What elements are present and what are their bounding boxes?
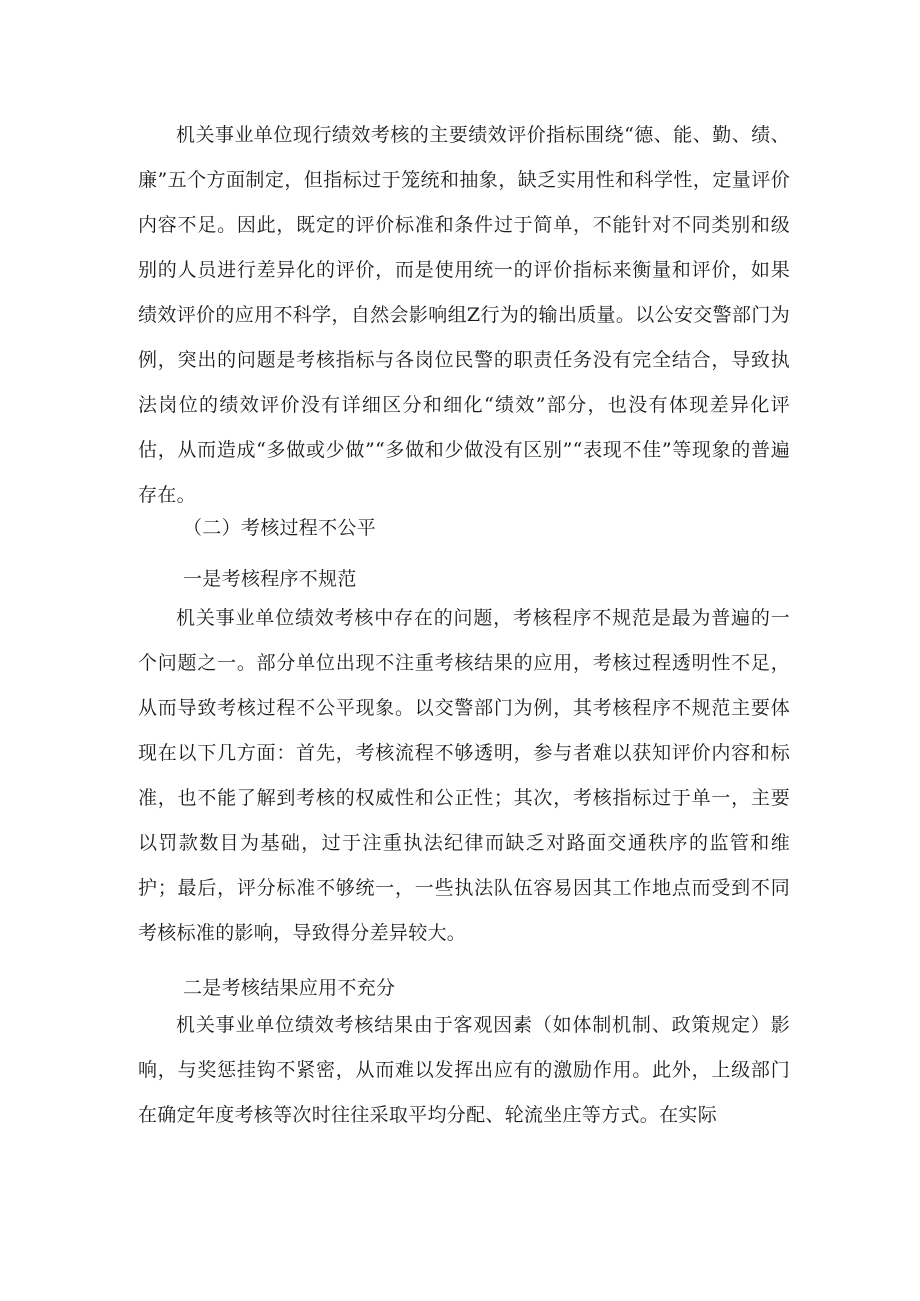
subheading-irregular-procedure: 一是考核程序不规范 (183, 568, 357, 590)
subheading-insufficient-application: 二是考核结果应用不充分 (183, 977, 396, 999)
paragraph-result-application: 机关事业单位绩效考核结果由于客观因素（如体制机制、政策规定）影响，与奖惩挂钩不紧密，从而难以发挥出应有的激励作用。此外，上级部门在确定年度考核等次时往往采取平均分配、轮流坐庄等方式。在实际 (138, 1014, 790, 1126)
paragraph-evaluation-indicators: 机关事业单位现行绩效考核的主要绩效评价指标围绕“德、能、勤、绩、廉”五个方面制定，但指标过于笼统和抽象，缺乏实用性和科学性，定量评价内容不足。因此，既定的评价标准和条件过于简单，不能针对不同类别和级别的人员进行差异化的评价，而是使用统一的评价指标来衡量和评价，如果绩效评价的应用不科学，自然会影响组Z行为的输出质量。以公安交警部门为例，突出的问题是考核指标与各岗位民警的职责任务没有完全结合，导致执法岗位的绩效评价没有详细区分和细化“绩效”部分，也没有体现差异化评估，从而造成“多做或少做”“多做和少做没有区别”“表现不佳”等现象的普遍存在。 (138, 124, 790, 506)
section-heading-unfair-process: （二）考核过程不公平 (183, 517, 377, 539)
paragraph-procedure-issues: 机关事业单位绩效考核中存在的问题，考核程序不规范是最为普遍的一个问题之一。部分单位出现不注重考核结果的应用，考核过程透明性不足，从而导致考核过程不公平现象。以交警部门为例，其考核程序不规范主要体现在以下几方面：首先，考核流程不够透明，参与者难以获知评价内容和标准，也不能了解到考核的权威性和公正性；其次，考核指标过于单一，主要以罚款数目为基础，过于注重执法纪律而缺乏对路面交通秩序的监管和维护；最后，评分标准不够统一，一些执法队伍容易因其工作地点而受到不同考核标准的影响，导致得分差异较大。 (138, 607, 790, 944)
